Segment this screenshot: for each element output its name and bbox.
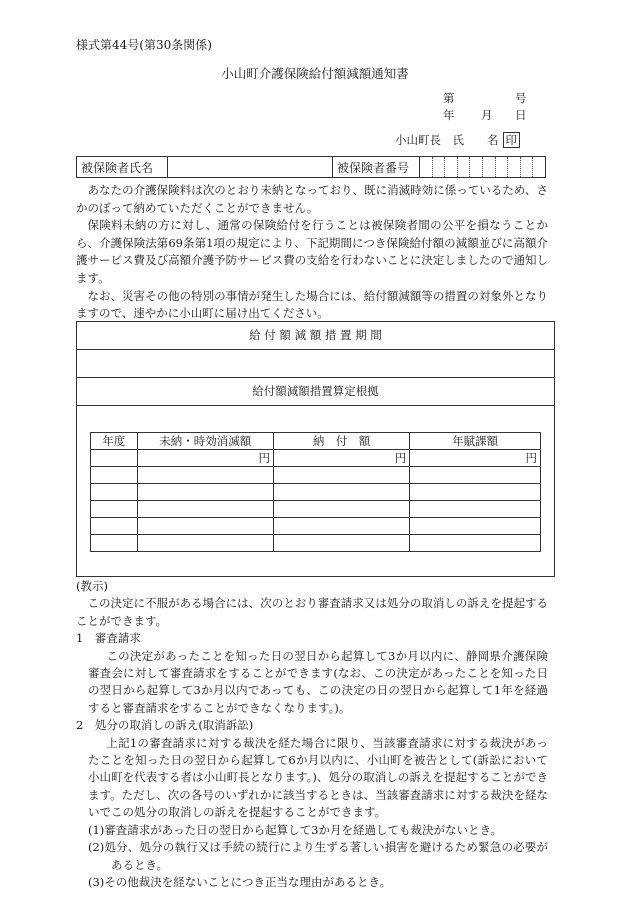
table-row xyxy=(91,484,541,501)
number-suffix: 号 xyxy=(515,91,527,105)
insured-number-digit[interactable] xyxy=(533,157,545,177)
table-cell[interactable] xyxy=(91,501,138,518)
table-cell[interactable] xyxy=(410,467,541,484)
reduction-box xyxy=(76,321,555,577)
table-cell[interactable]: 円 xyxy=(410,450,541,467)
date-day: 日 xyxy=(515,108,527,122)
column-header: 納 付 額 xyxy=(273,433,409,450)
insured-name-label: 被保険者氏名 xyxy=(77,157,168,178)
period-value-field[interactable] xyxy=(77,349,554,378)
table-cell[interactable] xyxy=(91,450,138,467)
insured-number-label: 被保険者番号 xyxy=(333,157,420,178)
insured-number-digit[interactable] xyxy=(420,157,433,177)
table-cell[interactable] xyxy=(91,535,138,552)
body-paragraphs xyxy=(76,182,548,323)
table-row xyxy=(91,518,541,535)
insured-number-field[interactable] xyxy=(420,157,546,178)
section-2-title: 2 処分の取消しの訴え(取消訴訟) xyxy=(76,718,254,733)
table-cell[interactable] xyxy=(273,518,409,535)
paragraph-reduction: 保険料未納の方に対し、通常の保険給付を行うことは被保険者間の公平を損なうことから、介護保険法第69条第1項の規定により、下記期間につき保険給付額の減額並びに高額介護サービス費及び高額介護予防サービス費の支給を行わないことに決定しましたので通知します。 xyxy=(76,218,548,285)
table-cell[interactable]: 円 xyxy=(273,450,409,467)
period-label: 給 付 額 減 額 措 置 期 間 xyxy=(77,322,554,350)
date-year: 年 xyxy=(443,108,455,122)
paragraph-disaster: なお、災害その他の特別の事情が発生した場合には、給付額減額等の措置の対象外となりますので、速やかに小山町に届け出てください。 xyxy=(76,288,548,321)
table-row xyxy=(91,535,541,552)
list-item-2: (2)処分、処分の執行又は手続の続行により生ずる著しい損害を避けるため緊急の必要があるとき。 xyxy=(88,840,548,872)
table-row xyxy=(91,450,541,467)
document-title: 小山町介護保険給付額減額通知書 xyxy=(221,66,409,81)
table-cell[interactable] xyxy=(410,501,541,518)
insured-info-table xyxy=(76,156,546,178)
issuer-name: 小山町長 氏 名 xyxy=(395,133,499,147)
table-cell[interactable] xyxy=(137,484,273,501)
basis-label: 給付額減額措置算定根拠 xyxy=(77,377,554,406)
insured-number-digit[interactable] xyxy=(470,157,483,177)
instruction-intro: この決定に不服がある場合には、次のとおり審査請求又は処分の取消しの訴えを提起することができます。 xyxy=(76,596,548,628)
seal-mark: 印 xyxy=(503,132,521,148)
form-number: 様式第44号(第30条関係) xyxy=(76,38,212,52)
insured-number-digit[interactable] xyxy=(496,157,509,177)
insured-number-digit[interactable] xyxy=(445,157,458,177)
table-cell[interactable] xyxy=(410,518,541,535)
table-cell[interactable] xyxy=(273,501,409,518)
calculation-table xyxy=(90,432,541,552)
insured-number-digit[interactable] xyxy=(433,157,446,177)
table-cell[interactable] xyxy=(137,518,273,535)
table-row xyxy=(91,467,541,484)
table-cell[interactable] xyxy=(91,484,138,501)
table-cell[interactable] xyxy=(91,467,138,484)
table-cell[interactable] xyxy=(137,501,273,518)
table-cell[interactable] xyxy=(410,535,541,552)
insured-name-field[interactable] xyxy=(168,157,333,178)
issuer-line xyxy=(395,132,520,148)
column-header: 未納・時効消滅額 xyxy=(137,433,273,450)
section-1-title: 1 審査請求 xyxy=(76,631,141,646)
table-cell[interactable] xyxy=(137,535,273,552)
section-2-body: 上記1の審査請求に対する裁決を経た場合に限り、当該審査請求に対する裁決があったことを知った日の翌日から起算して6か月以内に、小山町を被告として(訴訟において小山町を代表する者は小山町長となります。)、処分の取消しの訴えを提起することができます。ただし、次の各号のいずれかに該当するときは、当該審査請求に対する裁決を経ないでこの処分の取消しの訴えを提起することができます。 xyxy=(88,735,548,820)
instruction-section xyxy=(76,578,548,891)
list-item-1: (1)審査請求があった日の翌日から起算して3か月を経過しても裁決がないとき。 xyxy=(88,822,503,837)
table-cell[interactable] xyxy=(273,535,409,552)
list-item-3: (3)その他裁決を経ないことにつき正当な理由があるとき。 xyxy=(88,874,392,889)
section-1-body: この決定があったことを知った日の翌日から起算して3か月以内に、静岡県介護保険審査会に対して審査請求をすることができます(なお、この決定があったことを知った日の翌日から起算して3か月以内であっても、この決定の日の翌日から起算して1年を経過すると審査請求をすることができなくなります。)。 xyxy=(88,648,548,715)
date-month: 月 xyxy=(481,108,493,122)
table-cell[interactable] xyxy=(91,518,138,535)
table-cell[interactable] xyxy=(273,484,409,501)
table-cell[interactable] xyxy=(410,484,541,501)
insured-number-digit[interactable] xyxy=(508,157,521,177)
insured-number-digit[interactable] xyxy=(458,157,471,177)
number-prefix: 第 xyxy=(443,91,455,105)
insured-number-digit[interactable] xyxy=(521,157,534,177)
table-cell[interactable] xyxy=(273,467,409,484)
column-header: 年度 xyxy=(91,433,138,450)
table-row xyxy=(91,501,541,518)
instruction-heading: (教示) xyxy=(76,579,108,593)
paragraph-unpaid: あなたの介護保険料は次のとおり未納となっており、既に消滅時効に係っているため、さかのぼって納めていただくことができません。 xyxy=(76,183,548,215)
insured-number-digit[interactable] xyxy=(483,157,496,177)
column-header: 年賦課額 xyxy=(410,433,541,450)
table-cell[interactable]: 円 xyxy=(137,450,273,467)
table-cell[interactable] xyxy=(137,467,273,484)
